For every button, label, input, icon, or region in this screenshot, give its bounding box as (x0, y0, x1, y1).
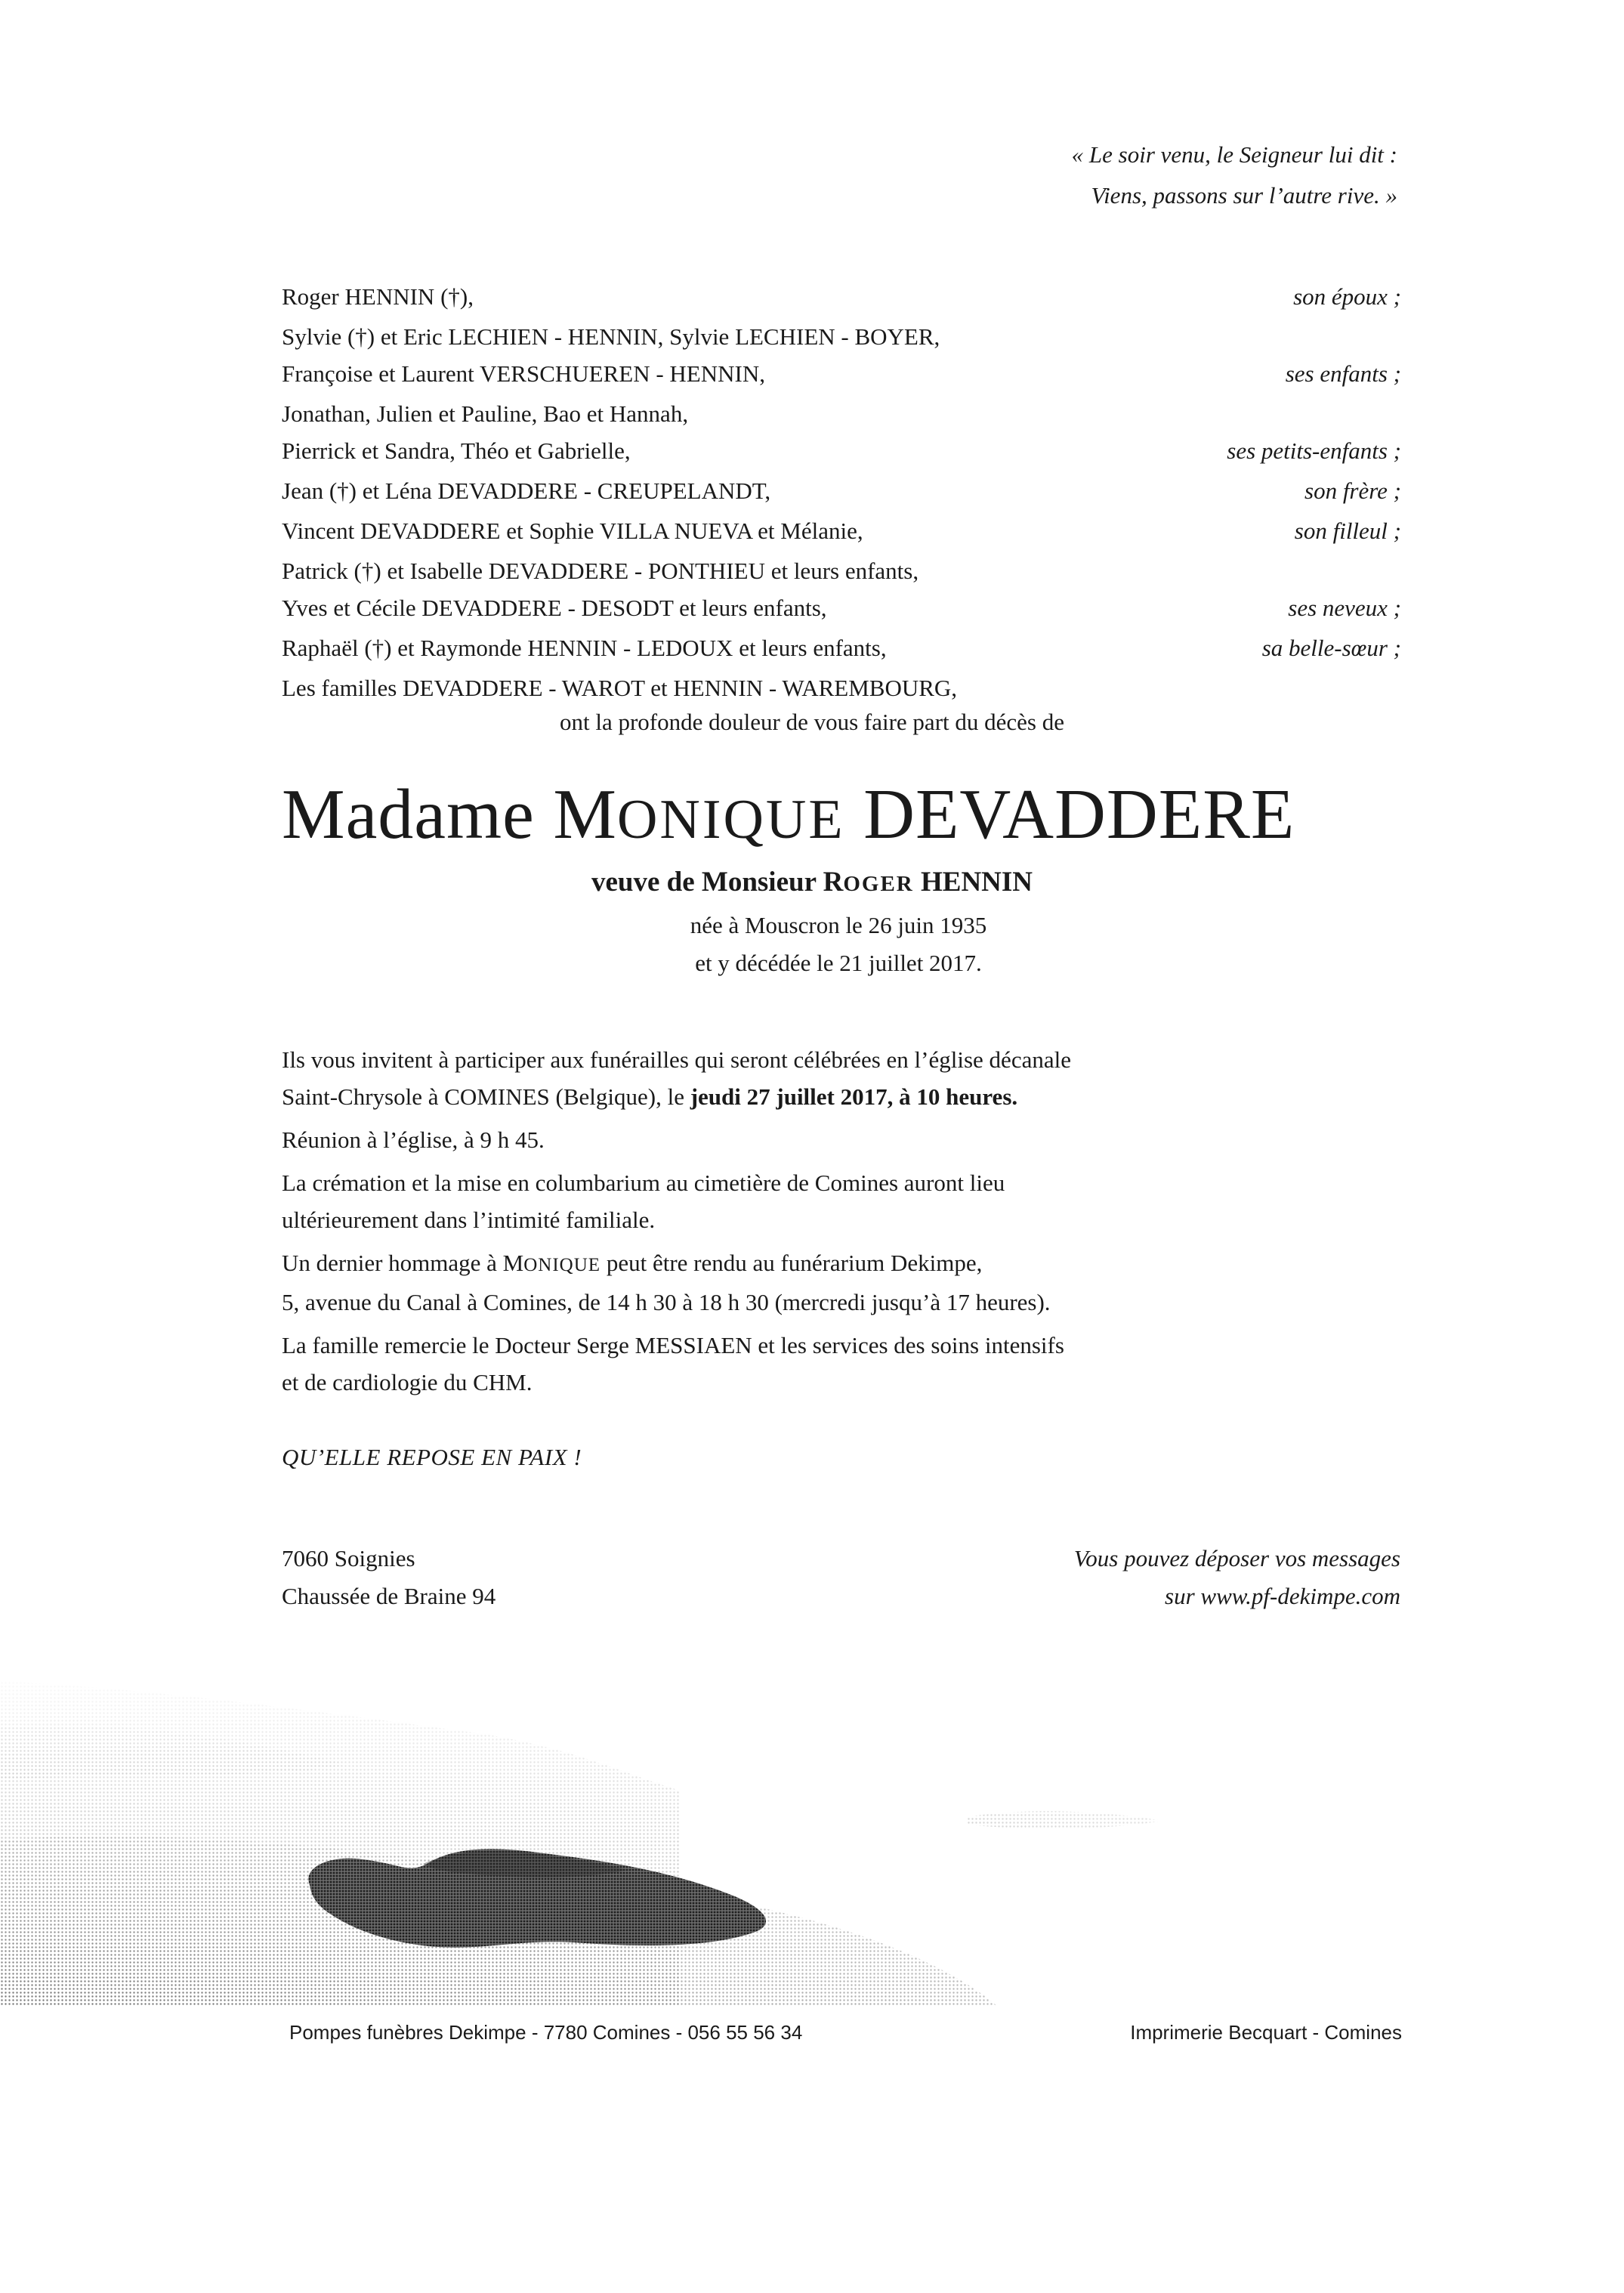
funeral-home-info: Pompes funèbres Dekimpe - 7780 Comines - 056 55 56 34 (289, 2021, 803, 2044)
address-line: 7060 Soignies (282, 1545, 415, 1571)
family-group (282, 472, 1401, 509)
family-group (282, 552, 1401, 626)
funeral-invitation (282, 1041, 1400, 1115)
birth-death-dates (0, 907, 1624, 982)
family-group (282, 512, 1401, 549)
family-names: Jonathan, Julien et Pauline, Bao et Hannah, (282, 400, 689, 427)
deceased-title: Madame (282, 775, 535, 854)
family-names: Patrick (†) et Isabelle DEVADDERE - PONTHIEU et leurs enfants, (282, 558, 919, 584)
family-names: Raphaël (†) et Raymonde HENNIN - LEDOUX et leurs enfants, (282, 635, 887, 661)
family-names: Vincent DEVADDERE et Sophie VILLA NUEVA et Mélanie, (282, 518, 863, 544)
messages-line: Vous pouvez déposer vos messages (1073, 1545, 1400, 1571)
family-group (282, 278, 1401, 315)
info-text: peut être rendu au funérarium Dekimpe, (601, 1250, 983, 1276)
family-names: Les familles DEVADDERE - WAROT et HENNIN - WAREMBOURG, (282, 675, 958, 701)
widow-of (0, 864, 1624, 903)
condolence-messages (1074, 1540, 1400, 1615)
family-relation: ses neveux ; (1288, 595, 1401, 621)
name-initial: M (502, 1250, 524, 1276)
info-line (282, 1244, 1400, 1284)
info-line: 5, avenue du Canal à Comines, de 14 h 30 à 18 h 30 (mercredi jusqu’à 17 heures). (282, 1289, 1051, 1315)
family-row (282, 512, 1401, 549)
epigraph-line: « Le soir venu, le Seigneur lui dit : (1071, 141, 1397, 168)
family-row (282, 472, 1401, 509)
name-rest: ONIQUE (523, 1255, 601, 1275)
family-row (282, 629, 1401, 666)
info-text: Saint-Chrysole à COMINES (Belgique), le (282, 1083, 690, 1110)
family-names: Yves et Cécile DEVADDERE - DESODT et leurs enfants, (282, 595, 827, 621)
widow-first-rest: OGER (843, 872, 914, 896)
family-list (282, 278, 1401, 709)
family-relation: ses petits-enfants ; (1227, 437, 1401, 464)
epigraph (718, 134, 1397, 216)
widow-prefix: veuve de Monsieur (591, 867, 817, 898)
info-line: Réunion à l’église, à 9 h 45. (282, 1126, 545, 1153)
info-line: ultérieurement dans l’intimité familiale. (282, 1207, 656, 1233)
seascape-image (0, 1666, 1624, 2006)
family-row (282, 552, 1401, 589)
family-names: Roger HENNIN (†), (282, 283, 474, 310)
messages-line: sur www.pf-dekimpe.com (1165, 1583, 1400, 1609)
widow-surname: HENNIN (920, 867, 1033, 898)
family-group (282, 318, 1401, 392)
thanks-info (282, 1327, 1400, 1401)
deceased-surname: DEVADDERE (863, 775, 1295, 854)
printer-info: Imprimerie Becquart - Comines (1130, 2021, 1402, 2044)
family-row (282, 669, 1401, 706)
family-names: Françoise et Laurent VERSCHUEREN - HENNIN, (282, 360, 765, 387)
family-row (282, 395, 1401, 432)
funeral-date: jeudi 27 juillet 2017, à 10 heures. (690, 1083, 1018, 1110)
funeral-info (282, 1041, 1400, 1407)
family-relation: ses enfants ; (1285, 360, 1401, 387)
family-group (282, 669, 1401, 706)
info-line: La crémation et la mise en columbarium au cimetière de Comines auront lieu (282, 1170, 1005, 1196)
widow-first-initial: R (823, 867, 844, 898)
birth-line: née à Mouscron le 26 juin 1935 (690, 912, 987, 938)
family-relation: son filleul ; (1294, 518, 1401, 544)
cremation-info (282, 1164, 1400, 1238)
death-line: et y décédée le 21 juillet 2017. (695, 950, 982, 976)
family-row (282, 355, 1401, 392)
family-relation: son époux ; (1293, 283, 1401, 310)
family-group (282, 395, 1401, 469)
deceased-name (282, 769, 1401, 865)
family-row (282, 318, 1401, 355)
family-names: Jean (†) et Léna DEVADDERE - CREUPELANDT, (282, 477, 771, 504)
epigraph-line: Viens, passons sur l’autre rive. » (1091, 182, 1397, 209)
family-relation: son frère ; (1304, 477, 1401, 504)
family-row (282, 589, 1401, 626)
announcement: ont la profonde douleur de vous faire part du décès de (560, 709, 1064, 735)
rest-in-peace: QU’ELLE REPOSE EN PAIX ! (282, 1444, 582, 1470)
meeting-info (282, 1121, 1400, 1158)
family-row (282, 278, 1401, 315)
address-line: Chaussée de Braine 94 (282, 1583, 496, 1609)
deceased-first-initial: M (553, 775, 617, 854)
family-group (282, 629, 1401, 666)
info-text: Un dernier hommage à (282, 1250, 503, 1276)
info-line: et de cardiologie du CHM. (282, 1369, 533, 1395)
tribute-info (282, 1244, 1400, 1321)
family-address (282, 1540, 496, 1615)
info-line (282, 1078, 1400, 1115)
info-line: La famille remercie le Docteur Serge MESSIAEN et les services des soins intensifs (282, 1332, 1064, 1358)
family-names: Pierrick et Sandra, Théo et Gabrielle, (282, 437, 631, 464)
deceased-first-rest: ONIQUE (616, 789, 845, 851)
family-relation: sa belle-sœur ; (1261, 635, 1401, 661)
family-names: Sylvie (†) et Eric LECHIEN - HENNIN, Sylvie LECHIEN - BOYER, (282, 323, 940, 350)
family-row (282, 432, 1401, 469)
info-line: Ils vous invitent à participer aux funérailles qui seront célébrées en l’église décanale (282, 1046, 1071, 1073)
